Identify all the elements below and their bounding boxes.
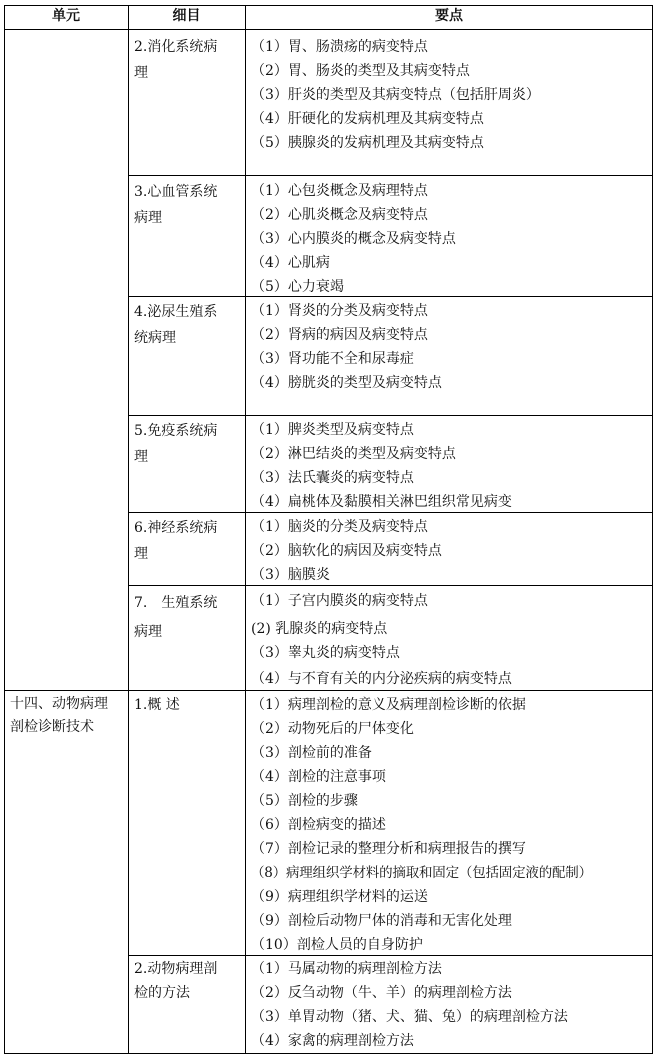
point-item: （3）单胃动物（猪、犬、猫、兔）的病理剖检方法 [251, 1009, 568, 1025]
point-item: （1）胃、肠溃疡的病变特点 [251, 39, 428, 55]
detail-cell: 6.神经系统病 理 [134, 520, 218, 562]
table-bottom-border [4, 1053, 653, 1054]
header-unit: 单元 [52, 8, 80, 24]
row-divider [128, 296, 653, 297]
table-top-border [4, 5, 653, 6]
unit-cell: 十四、动物病理 剖检诊断技术 [10, 696, 108, 735]
column-divider-unit [128, 5, 129, 1054]
point-item: （1）病理剖检的意义及病理剖检诊断的依据 [251, 697, 526, 713]
header-points: 要点 [435, 8, 463, 24]
point-item: （2）动物死后的尸体变化 [251, 721, 414, 737]
point-item: （10）剖检人员的自身防护 [251, 937, 423, 953]
point-item: （3）心内膜炎的概念及病变特点 [251, 231, 456, 247]
point-item: （4）扁桃体及黏膜相关淋巴组织常见病变 [251, 494, 512, 510]
point-item: （2）脑软化的病因及病变特点 [251, 543, 442, 559]
point-item: （3）肝炎的类型及其病变特点（包括肝周炎） [251, 87, 540, 103]
point-item: （1）脾炎类型及病变特点 [251, 422, 414, 438]
point-item: （2）心肌炎概念及病变特点 [251, 207, 428, 223]
point-item: （5）剖检的步骤 [251, 793, 358, 809]
point-item: (2) 乳腺炎的病变特点 [251, 621, 388, 637]
point-item: （3）肾功能不全和尿毒症 [251, 351, 414, 367]
point-item: （5）胰腺炎的发病机理及其病变特点 [251, 135, 484, 151]
point-item: （3）睾丸炎的病变特点 [251, 645, 400, 661]
point-item: （4）与不育有关的内分泌疾病的病变特点 [251, 671, 512, 687]
point-item: （1）子宫内膜炎的病变特点 [251, 593, 428, 609]
detail-cell: 2.动物病理剖 检的方法 [134, 961, 218, 1001]
point-item: （8）病理组织学材料的摘取和固定（包括固定液的配制） [251, 865, 592, 881]
syllabus-table [4, 5, 653, 1054]
point-item: （4）膀胱炎的类型及病变特点 [251, 375, 442, 391]
point-item: （4）剖检的注意事项 [251, 769, 386, 785]
point-item: （4）家禽的病理剖检方法 [251, 1033, 414, 1049]
header-divider [4, 29, 653, 30]
table-left-border [4, 5, 5, 1054]
detail-cell: 3.心血管系统 病理 [134, 184, 218, 226]
column-divider-detail [245, 5, 246, 1054]
row-divider [128, 585, 653, 586]
point-item: （4）肝硬化的发病机理及其病变特点 [251, 111, 484, 127]
point-item: （2）肾病的病因及病变特点 [251, 327, 428, 343]
point-item: （3）法氏囊炎的病变特点 [251, 470, 414, 486]
point-item: （2）胃、肠炎的类型及其病变特点 [251, 63, 470, 79]
detail-cell: 5.免疫系统病 理 [134, 423, 218, 465]
point-item: （1）马属动物的病理剖检方法 [251, 961, 442, 977]
detail-cell: 7. 生殖系统 病理 [134, 595, 218, 640]
point-item: （9）病理组织学材料的运送 [251, 889, 428, 905]
table-right-border [652, 5, 653, 1054]
detail-cell: 2.消化系统病 理 [134, 39, 218, 81]
row-divider [128, 415, 653, 416]
point-item: （1）肾炎的分类及病变特点 [251, 303, 428, 319]
point-item: （6）剖检病变的描述 [251, 817, 386, 833]
point-item: （9）剖检后动物尸体的消毒和无害化处理 [251, 913, 512, 929]
point-item: （5）心力衰竭 [251, 279, 344, 295]
point-item: （3）脑膜炎 [251, 567, 330, 583]
point-item: （1）脑炎的分类及病变特点 [251, 519, 428, 535]
point-item: （1）心包炎概念及病理特点 [251, 183, 428, 199]
header-detail: 细目 [172, 8, 201, 24]
point-item: （3）剖检前的准备 [251, 745, 372, 761]
detail-cell: 1.概 述 [134, 697, 180, 713]
detail-cell: 4.泌尿生殖系 统病理 [134, 304, 218, 346]
point-item: （2）反刍动物（牛、羊）的病理剖检方法 [251, 985, 512, 1001]
point-item: （2）淋巴结炎的类型及病变特点 [251, 446, 456, 462]
point-item: （7）剖检记录的整理分析和病理报告的撰写 [251, 841, 526, 857]
point-item: （4）心肌病 [251, 255, 330, 271]
row-divider [128, 175, 653, 176]
